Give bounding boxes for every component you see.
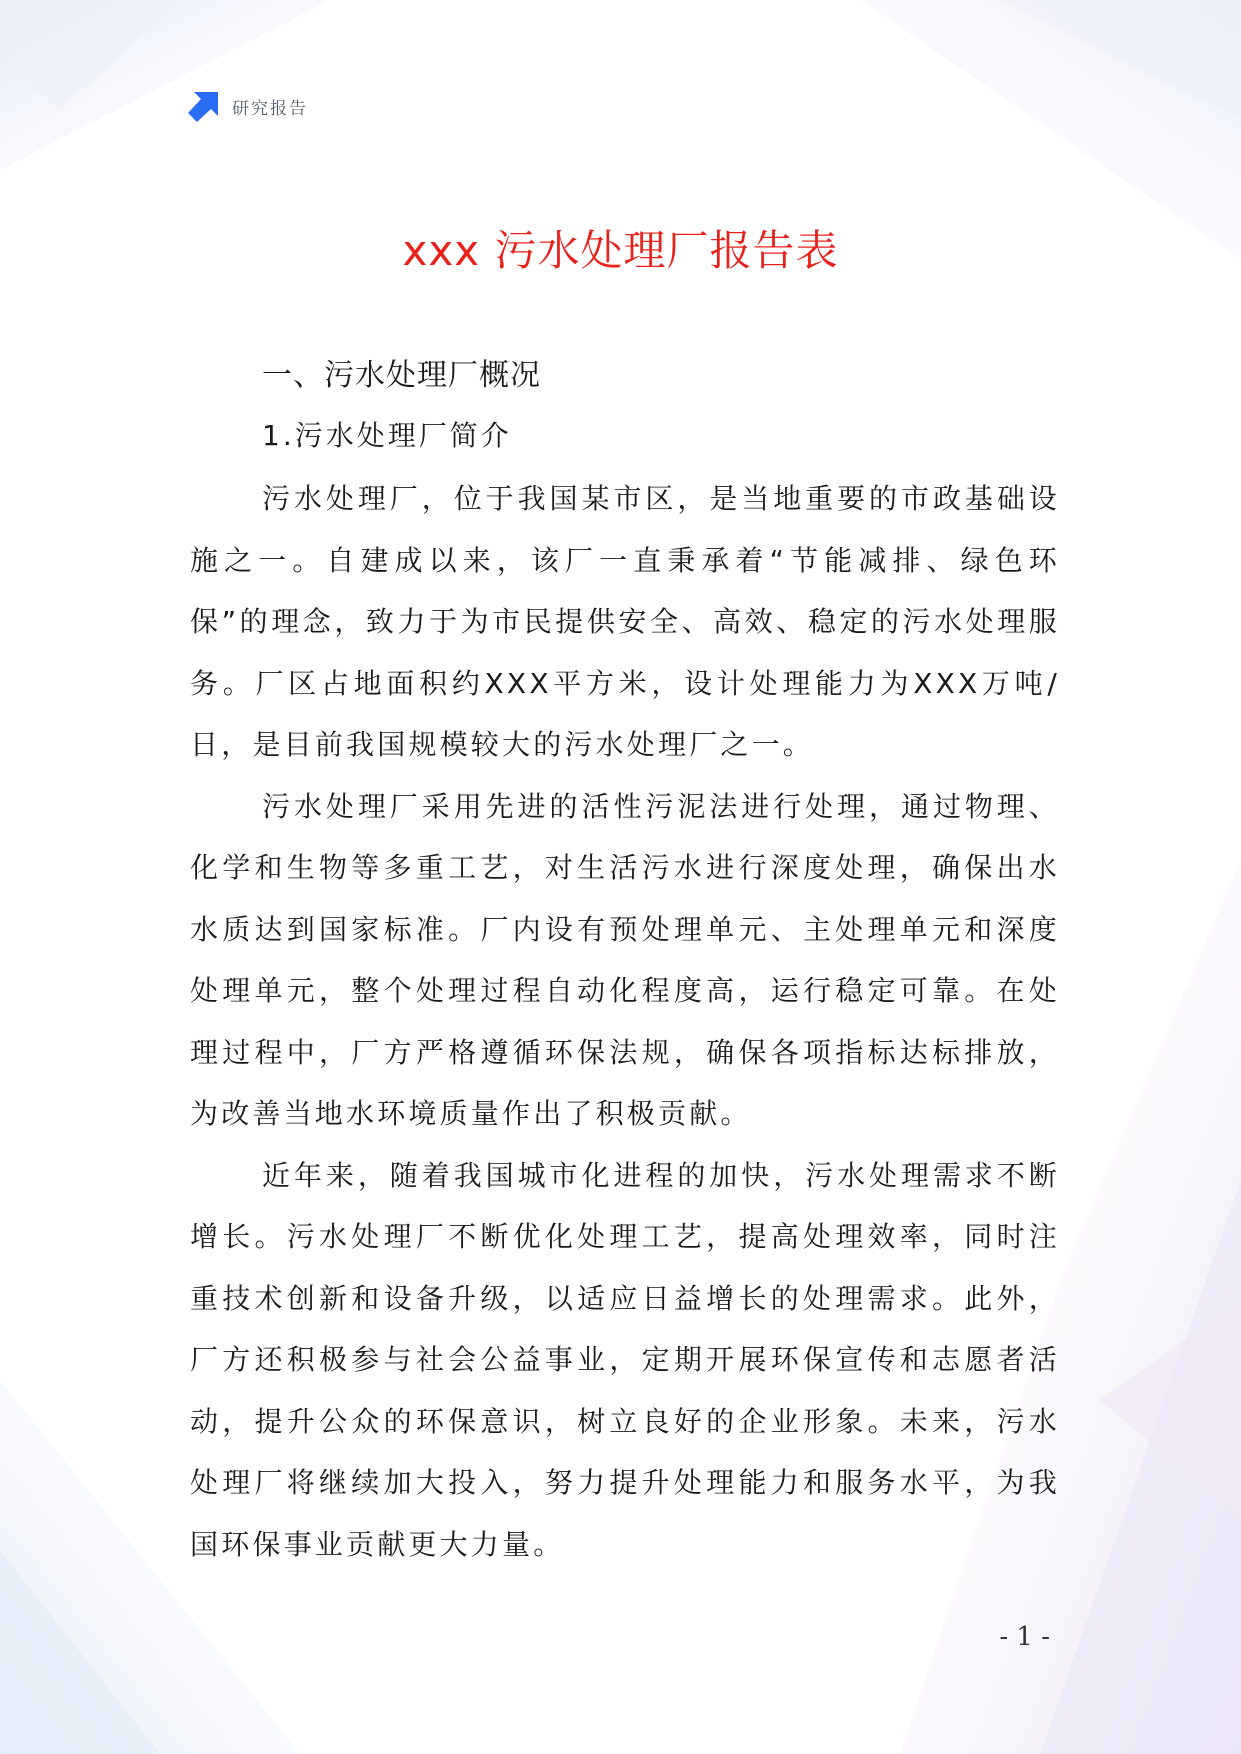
body-paragraph: 污水处理厂，位于我国某市区，是当地重要的市政基础设施之一。自建成以来，该厂一直秉承着“节能减排、绿色环保”的理念，致力于为市民提供安全、高效、稳定的污水处理服务。厂区占地面积约XXX平方米，设计处理能力为XXX万吨/日，是目前我国规模较大的污水处理厂之一。 bbox=[190, 482, 1060, 761]
body-paragraph: 污水处理厂采用先进的活性污泥法进行处理，通过物理、化学和生物等多重工艺，对生活污水进行深度处理，确保出水水质达到国家标准。厂内设有预处理单元、主处理单元和深度处理单元，整个处理过程自动化程度高，运行稳定可靠。在处理过程中，厂方严格遵循环保法规，确保各项指标达标排放，为改善当地水环境质量作出了积极贡献。 bbox=[190, 789, 1060, 1130]
document-title: xxx 污水处理厂报告表 bbox=[402, 226, 839, 275]
section-heading: 一、污水处理厂概况 bbox=[262, 358, 541, 393]
page-number: - 1 - bbox=[999, 1622, 1050, 1652]
report-header bbox=[188, 90, 308, 122]
subsection-heading: 1.污水处理厂简介 bbox=[262, 419, 512, 452]
arrow-up-right-icon bbox=[188, 90, 220, 122]
body-paragraph: 近年来，随着我国城市化进程的加快，污水处理需求不断增长。污水处理厂不断优化处理工艺，提高处理效率，同时注重技术创新和设备升级，以适应日益增长的处理需求。此外，厂方还积极参与社会公益事业，定期开展环保宣传和志愿者活动，提升公众的环保意识，树立良好的企业形象。未来，污水处理厂将继续加大投入，努力提升处理能力和服务水平，为我国环保事业贡献更大力量。 bbox=[190, 1158, 1060, 1561]
header-label: 研究报告 bbox=[232, 98, 308, 119]
document-body bbox=[190, 350, 1060, 1575]
